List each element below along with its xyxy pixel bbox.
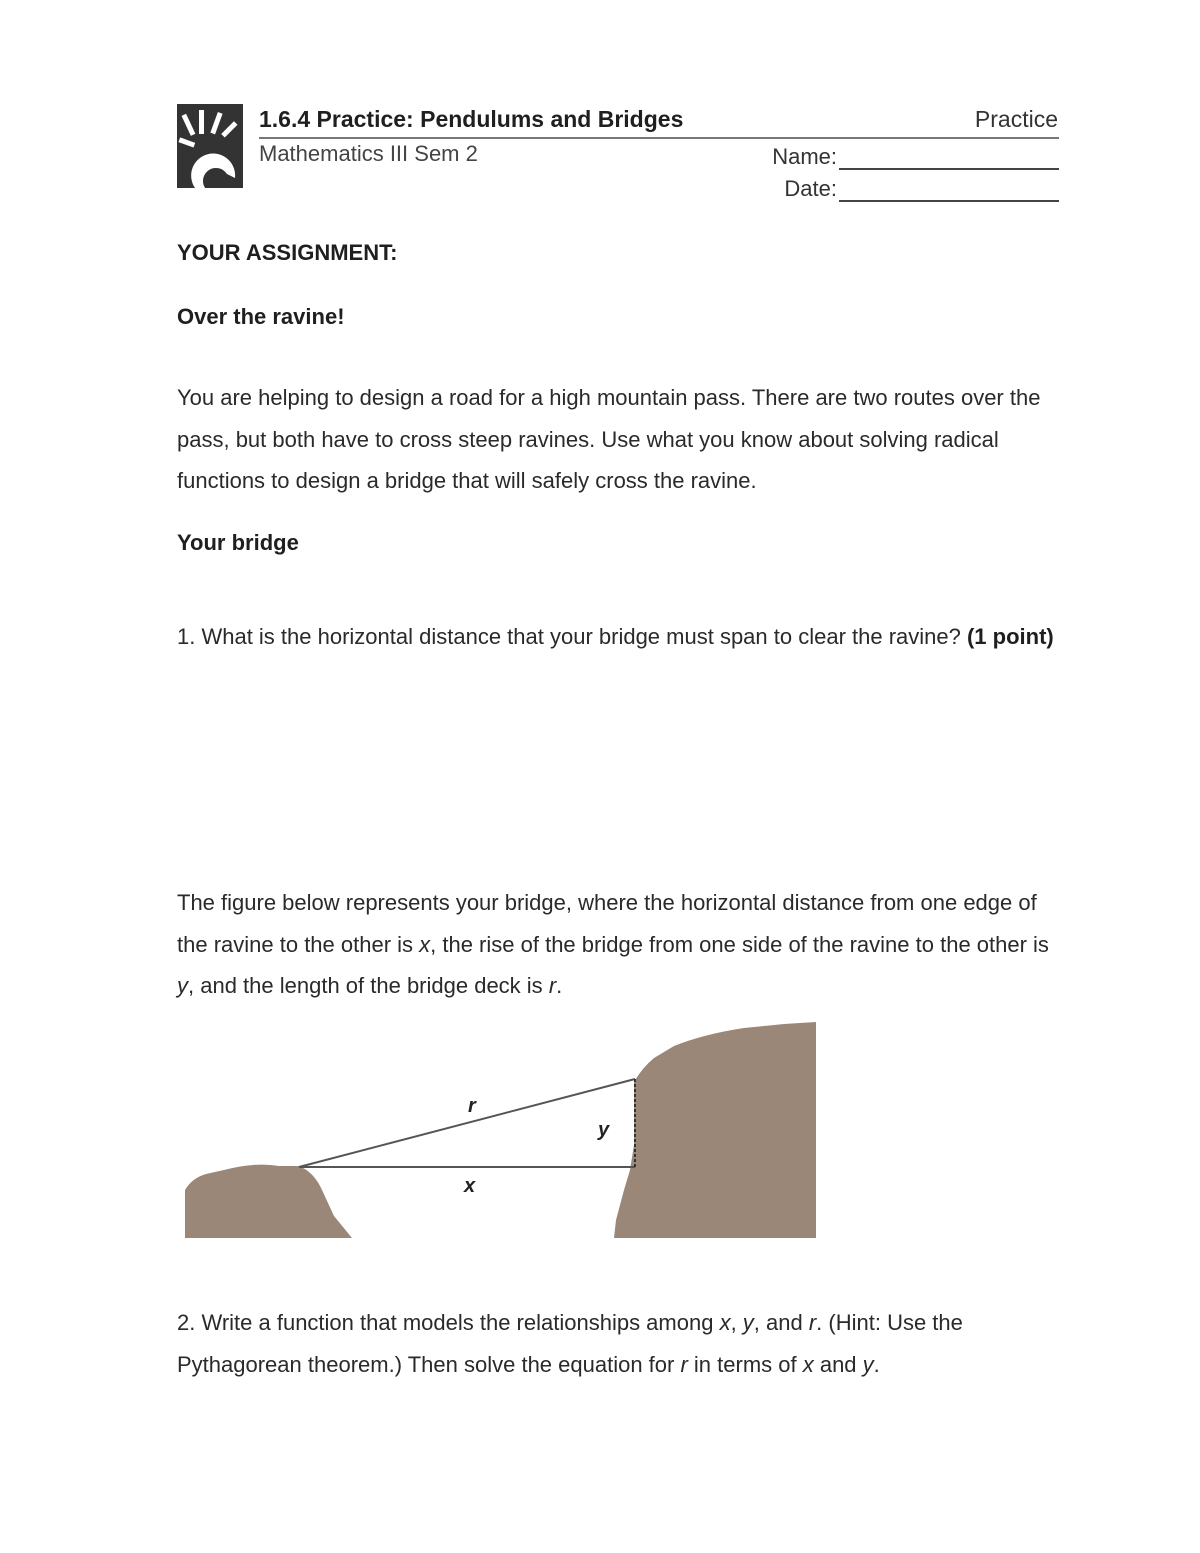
- label-x: x: [464, 1175, 476, 1197]
- name-label: Name:: [772, 144, 837, 169]
- question-2-text: 2. Write a function that models the relationships among: [177, 1310, 720, 1335]
- variable-y: y: [862, 1351, 874, 1377]
- intro-paragraph: You are helping to design a road for a high mountain pass. There are two routes over the pass, but both have to cross steep ravines. Use what you know about solving radical functions to design a bridge that will safely cross the ravine.: [177, 385, 1041, 493]
- variable-r: r: [808, 1310, 817, 1335]
- question-2-text: , and: [753, 1310, 809, 1335]
- question-2-text: . (Hint: Use the Pythagorean theorem.) Then solve the equation for: [177, 1310, 963, 1377]
- sunburst-logo-icon: [177, 104, 243, 188]
- variable-y: y: [742, 1310, 754, 1335]
- label-y: y: [598, 1119, 610, 1141]
- question-2-text: .: [873, 1351, 880, 1377]
- assignment-heading: YOUR ASSIGNMENT:: [177, 240, 398, 265]
- date-input-line[interactable]: [839, 176, 1059, 202]
- figure-description-text: .: [556, 973, 563, 998]
- variable-x: x: [719, 1310, 731, 1335]
- course-name: Mathematics III Sem 2: [259, 141, 478, 166]
- question-1: [177, 616, 1067, 658]
- header-divider: [259, 137, 1059, 139]
- figure-description: [177, 882, 1067, 1007]
- section-heading-ravine: Over the ravine!: [177, 304, 345, 329]
- variable-y: y: [177, 973, 188, 998]
- name-input-line[interactable]: [839, 144, 1059, 170]
- page-title: 1.6.4 Practice: Pendulums and Bridges: [259, 106, 684, 132]
- section-heading-bridge: Your bridge: [177, 530, 299, 555]
- variable-x: x: [419, 931, 431, 957]
- bridge-figure: [184, 1020, 818, 1240]
- question-2-text: in terms of: [687, 1351, 803, 1377]
- right-cliff: [614, 1022, 816, 1238]
- question-1-points: (1 point): [966, 624, 1054, 649]
- question-2-text: and: [813, 1351, 863, 1377]
- left-cliff: [185, 1165, 352, 1238]
- question-1-text: 1. What is the horizontal distance that your bridge must span to clear the ravine?: [177, 624, 967, 649]
- question-2-text: ,: [730, 1310, 743, 1335]
- variable-r: r: [680, 1351, 688, 1377]
- date-field[interactable]: [784, 176, 1059, 202]
- variable-x: x: [802, 1351, 814, 1377]
- figure-description-text: The figure below represents your bridge, where the horizontal distance from one edge of the ravine to the other is: [177, 890, 1037, 957]
- question-2: [177, 1302, 1067, 1385]
- figure-description-text: , and the length of the bridge deck is: [188, 973, 549, 998]
- variable-r: r: [548, 973, 557, 998]
- bridge-deck-line: [299, 1079, 635, 1167]
- label-r: r: [468, 1095, 476, 1117]
- figure-description-text: , the rise of the bridge from one side of the ravine to the other is: [430, 931, 1049, 957]
- date-label: Date:: [784, 176, 837, 201]
- document-type-label: Practice: [974, 106, 1058, 132]
- name-field[interactable]: [772, 144, 1059, 170]
